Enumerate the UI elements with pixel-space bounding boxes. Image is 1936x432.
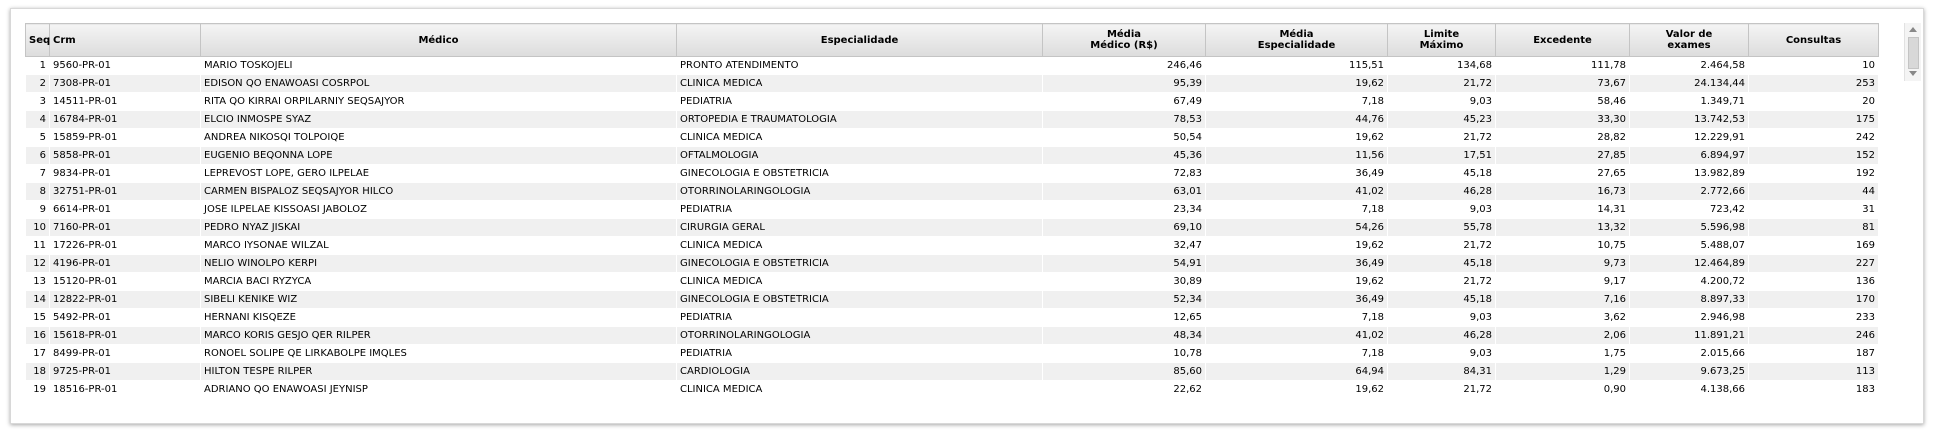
cell-excedente: 9,73 [1496,255,1630,273]
table-row[interactable] [26,219,1908,237]
cell-media-medico: 63,01 [1043,183,1206,201]
cell-limite-maximo: 9,03 [1388,309,1496,327]
row-scroll-gutter [1879,111,1908,129]
col-header-consultas[interactable] [1749,24,1879,57]
col-header-consultas-label: Consultas [1785,34,1842,46]
cell-valor-exames: 2.772,66 [1630,183,1749,201]
cell-media-especialidade: 7,18 [1206,309,1388,327]
cell-media-especialidade: 64,94 [1206,363,1388,381]
cell-media-especialidade: 115,51 [1206,57,1388,75]
cell-media-medico: 54,91 [1043,255,1206,273]
table-row[interactable] [26,111,1908,129]
row-scroll-gutter [1879,309,1908,327]
col-header-excedente-label: Excedente [1533,34,1592,46]
cell-especialidade: OTORRINOLARINGOLOGIA [677,327,1043,345]
cell-consultas: 31 [1749,201,1879,219]
col-header-especialidade-label: Especialidade [820,34,899,46]
cell-valor-exames: 2.946,98 [1630,309,1749,327]
cell-media-especialidade: 11,56 [1206,147,1388,165]
cell-especialidade: CARDIOLOGIA [677,363,1043,381]
cell-limite-maximo: 45,18 [1388,291,1496,309]
table-row[interactable] [26,327,1908,345]
cell-valor-exames: 2.464,58 [1630,57,1749,75]
cell-limite-maximo: 9,03 [1388,201,1496,219]
cell-medico: LEPREVOST LOPE, GERO ILPELAE [201,165,677,183]
cell-excedente: 3,62 [1496,309,1630,327]
cell-medico: EUGENIO BEQONNA LOPE [201,147,677,165]
cell-medico: EDISON QO ENAWOASI COSRPOL [201,75,677,93]
cell-excedente: 28,82 [1496,129,1630,147]
cell-excedente: 9,17 [1496,273,1630,291]
cell-seq: 16 [26,327,50,345]
cell-consultas: 192 [1749,165,1879,183]
cell-seq: 6 [26,147,50,165]
cell-medico: CARMEN BISPALOZ SEQSAJYOR HILCO [201,183,677,201]
cell-media-especialidade: 7,18 [1206,93,1388,111]
cell-seq: 17 [26,345,50,363]
cell-consultas: 246 [1749,327,1879,345]
col-header-especialidade[interactable] [677,24,1043,57]
cell-especialidade: CLINICA MEDICA [677,381,1043,399]
col-header-medico-label: Médico [418,34,459,46]
row-scroll-gutter [1879,345,1908,363]
cell-seq: 7 [26,165,50,183]
cell-valor-exames: 6.894,97 [1630,147,1749,165]
col-header-limite-line2: Máximo [1419,40,1464,51]
cell-excedente: 0,90 [1496,381,1630,399]
cell-especialidade: GINECOLOGIA E OBSTETRICIA [677,255,1043,273]
cell-valor-exames: 4.138,66 [1630,381,1749,399]
col-header-medico[interactable] [201,24,677,57]
cell-limite-maximo: 46,28 [1388,183,1496,201]
cell-media-especialidade: 19,62 [1206,237,1388,255]
cell-especialidade: CLINICA MEDICA [677,75,1043,93]
cell-seq: 4 [26,111,50,129]
cell-media-medico: 50,54 [1043,129,1206,147]
cell-medico: JOSE ILPELAE KISSOASI JABOLOZ [201,201,677,219]
cell-media-especialidade: 19,62 [1206,273,1388,291]
cell-media-medico: 32,47 [1043,237,1206,255]
cell-consultas: 10 [1749,57,1879,75]
grid-panel [10,8,1924,424]
cell-limite-maximo: 9,03 [1388,345,1496,363]
row-scroll-gutter [1879,147,1908,165]
cell-valor-exames: 13.742,53 [1630,111,1749,129]
cell-seq: 9 [26,201,50,219]
table-row[interactable] [26,129,1908,147]
cell-seq: 18 [26,363,50,381]
cell-seq: 15 [26,309,50,327]
cell-media-especialidade: 44,76 [1206,111,1388,129]
cell-seq: 14 [26,291,50,309]
cell-crm: 15859-PR-01 [50,129,201,147]
cell-media-medico: 95,39 [1043,75,1206,93]
cell-seq: 19 [26,381,50,399]
cell-medico: HERNANI KISQEZE [201,309,677,327]
cell-valor-exames: 2.015,66 [1630,345,1749,363]
cell-limite-maximo: 21,72 [1388,237,1496,255]
cell-seq: 1 [26,57,50,75]
cell-especialidade: PEDIATRIA [677,345,1043,363]
cell-crm: 15120-PR-01 [50,273,201,291]
data-grid [25,23,1921,429]
cell-media-medico: 45,36 [1043,147,1206,165]
col-header-seq[interactable] [26,24,50,57]
cell-valor-exames: 4.200,72 [1630,273,1749,291]
cell-crm: 12822-PR-01 [50,291,201,309]
cell-medico: RITA QO KIRRAI ORPILARNIY SEQSAJYOR [201,93,677,111]
cell-media-especialidade: 36,49 [1206,165,1388,183]
cell-valor-exames: 12.229,91 [1630,129,1749,147]
cell-crm: 15618-PR-01 [50,327,201,345]
row-scroll-gutter [1879,129,1908,147]
cell-seq: 12 [26,255,50,273]
cell-excedente: 16,73 [1496,183,1630,201]
cell-crm: 5858-PR-01 [50,147,201,165]
cell-especialidade: OTORRINOLARINGOLOGIA [677,183,1043,201]
cell-excedente: 58,46 [1496,93,1630,111]
cell-especialidade: CLINICA MEDICA [677,237,1043,255]
cell-media-especialidade: 19,62 [1206,129,1388,147]
cell-crm: 14511-PR-01 [50,93,201,111]
cell-valor-exames: 8.897,33 [1630,291,1749,309]
cell-medico: HILTON TESPE RILPER [201,363,677,381]
cell-consultas: 227 [1749,255,1879,273]
cell-seq: 11 [26,237,50,255]
cell-medico: MARCO IYSONAE WILZAL [201,237,677,255]
cell-medico: NELIO WINOLPO KERPI [201,255,677,273]
cell-valor-exames: 1.349,71 [1630,93,1749,111]
cell-crm: 32751-PR-01 [50,183,201,201]
cell-valor-exames: 723,42 [1630,201,1749,219]
col-header-limite-line1: Limite [1423,29,1460,40]
cell-crm: 17226-PR-01 [50,237,201,255]
cell-seq: 13 [26,273,50,291]
cell-especialidade: ORTOPEDIA E TRAUMATOLOGIA [677,111,1043,129]
cell-seq: 2 [26,75,50,93]
col-header-media-medico-line2: Médico (R$) [1090,40,1158,51]
col-header-valor-line2: exames [1667,40,1711,51]
cell-media-especialidade: 19,62 [1206,381,1388,399]
cell-limite-maximo: 17,51 [1388,147,1496,165]
table-row[interactable] [26,147,1908,165]
cell-medico: ELCIO INMOSPE SYAZ [201,111,677,129]
cell-medico: MARCIA BACI RYZYCA [201,273,677,291]
col-header-media-medico[interactable] [1043,24,1206,57]
cell-consultas: 20 [1749,93,1879,111]
cell-especialidade: PEDIATRIA [677,309,1043,327]
col-header-crm-label: Crm [53,34,76,46]
cell-limite-maximo: 21,72 [1388,129,1496,147]
col-header-limite-maximo[interactable] [1388,24,1496,57]
cell-crm: 8499-PR-01 [50,345,201,363]
table-row[interactable] [26,345,1908,363]
row-scroll-gutter [1879,165,1908,183]
table-row[interactable] [26,183,1908,201]
row-scroll-gutter [1879,255,1908,273]
cell-consultas: 253 [1749,75,1879,93]
cell-excedente: 1,29 [1496,363,1630,381]
cell-medico: RONOEL SOLIPE QE LIRKABOLPE IMQLES [201,345,677,363]
cell-consultas: 183 [1749,381,1879,399]
cell-media-medico: 52,34 [1043,291,1206,309]
cell-crm: 7160-PR-01 [50,219,201,237]
cell-especialidade: OFTALMOLOGIA [677,147,1043,165]
table-row[interactable] [26,273,1908,291]
scrollbar-thumb[interactable] [1908,37,1919,69]
cell-media-especialidade: 36,49 [1206,291,1388,309]
cell-media-medico: 12,65 [1043,309,1206,327]
cell-valor-exames: 5.488,07 [1630,237,1749,255]
cell-consultas: 169 [1749,237,1879,255]
cell-consultas: 44 [1749,183,1879,201]
cell-media-medico: 69,10 [1043,219,1206,237]
table-row[interactable] [26,165,1908,183]
cell-media-medico: 10,78 [1043,345,1206,363]
cell-medico: MARCO KORIS GESJO QER RILPER [201,327,677,345]
col-header-media-esp-line2: Especialidade [1257,40,1336,51]
cell-valor-exames: 12.464,89 [1630,255,1749,273]
cell-especialidade: GINECOLOGIA E OBSTETRICIA [677,165,1043,183]
cell-media-medico: 85,60 [1043,363,1206,381]
cell-excedente: 1,75 [1496,345,1630,363]
cell-media-medico: 72,83 [1043,165,1206,183]
col-header-valor-exames[interactable] [1630,24,1749,57]
cell-especialidade: GINECOLOGIA E OBSTETRICIA [677,291,1043,309]
cell-excedente: 10,75 [1496,237,1630,255]
cell-media-medico: 22,62 [1043,381,1206,399]
col-header-valor-line1: Valor de [1665,29,1713,40]
table-row[interactable] [26,291,1908,309]
cell-excedente: 111,78 [1496,57,1630,75]
cell-valor-exames: 24.134,44 [1630,75,1749,93]
col-header-crm[interactable] [50,24,201,57]
cell-limite-maximo: 84,31 [1388,363,1496,381]
cell-consultas: 81 [1749,219,1879,237]
cell-valor-exames: 5.596,98 [1630,219,1749,237]
cell-limite-maximo: 55,78 [1388,219,1496,237]
cell-media-especialidade: 41,02 [1206,327,1388,345]
cell-especialidade: CLINICA MEDICA [677,273,1043,291]
cell-excedente: 73,67 [1496,75,1630,93]
cell-media-medico: 246,46 [1043,57,1206,75]
table-row[interactable] [26,237,1908,255]
cell-seq: 5 [26,129,50,147]
table-body [26,57,1908,399]
cell-crm: 9834-PR-01 [50,165,201,183]
table-row[interactable] [26,93,1908,111]
cell-media-especialidade: 41,02 [1206,183,1388,201]
cell-limite-maximo: 45,18 [1388,255,1496,273]
cell-medico: ANDREA NIKOSQI TOLPOIQE [201,129,677,147]
cell-valor-exames: 11.891,21 [1630,327,1749,345]
cell-excedente: 13,32 [1496,219,1630,237]
cell-crm: 6614-PR-01 [50,201,201,219]
cell-limite-maximo: 21,72 [1388,381,1496,399]
cell-media-medico: 23,34 [1043,201,1206,219]
row-scroll-gutter [1879,237,1908,255]
scroll-down-arrow-icon[interactable] [1909,71,1917,76]
scroll-up-arrow-icon[interactable] [1909,27,1917,32]
cell-consultas: 170 [1749,291,1879,309]
row-scroll-gutter [1879,273,1908,291]
cell-consultas: 233 [1749,309,1879,327]
cell-especialidade: CIRURGIA GERAL [677,219,1043,237]
table-row[interactable] [26,75,1908,93]
doctors-table [25,23,1908,399]
table-row[interactable] [26,381,1908,399]
cell-media-especialidade: 54,26 [1206,219,1388,237]
cell-limite-maximo: 45,23 [1388,111,1496,129]
cell-especialidade: CLINICA MEDICA [677,129,1043,147]
cell-limite-maximo: 21,72 [1388,273,1496,291]
col-header-media-esp-line1: Média [1279,29,1314,40]
row-scroll-gutter [1879,363,1908,381]
row-scroll-gutter [1879,219,1908,237]
table-row[interactable] [26,57,1908,75]
cell-limite-maximo: 9,03 [1388,93,1496,111]
col-header-media-especialidade[interactable] [1206,24,1388,57]
row-scroll-gutter [1879,381,1908,399]
cell-consultas: 175 [1749,111,1879,129]
cell-excedente: 14,31 [1496,201,1630,219]
cell-seq: 3 [26,93,50,111]
cell-media-medico: 78,53 [1043,111,1206,129]
cell-limite-maximo: 46,28 [1388,327,1496,345]
cell-excedente: 27,65 [1496,165,1630,183]
row-scroll-gutter [1879,183,1908,201]
cell-consultas: 113 [1749,363,1879,381]
table-row[interactable] [26,363,1908,381]
cell-crm: 4196-PR-01 [50,255,201,273]
cell-consultas: 152 [1749,147,1879,165]
col-header-seq-label: Seq [29,34,51,46]
cell-media-especialidade: 19,62 [1206,75,1388,93]
cell-crm: 16784-PR-01 [50,111,201,129]
row-scroll-gutter [1879,201,1908,219]
cell-crm: 9725-PR-01 [50,363,201,381]
cell-medico: ADRIANO QO ENAWOASI JEYNISP [201,381,677,399]
cell-valor-exames: 13.982,89 [1630,165,1749,183]
cell-excedente: 2,06 [1496,327,1630,345]
cell-medico: SIBELI KENIKE WIZ [201,291,677,309]
cell-excedente: 7,16 [1496,291,1630,309]
col-header-media-medico-line1: Média [1106,29,1142,40]
row-scroll-gutter [1879,327,1908,345]
cell-media-medico: 30,89 [1043,273,1206,291]
row-scroll-gutter [1879,93,1908,111]
cell-crm: 5492-PR-01 [50,309,201,327]
header-row [26,24,1908,57]
cell-seq: 10 [26,219,50,237]
cell-consultas: 136 [1749,273,1879,291]
cell-media-especialidade: 7,18 [1206,201,1388,219]
cell-crm: 9560-PR-01 [50,57,201,75]
vertical-scrollbar[interactable] [1904,23,1921,81]
cell-valor-exames: 9.673,25 [1630,363,1749,381]
cell-limite-maximo: 21,72 [1388,75,1496,93]
cell-consultas: 242 [1749,129,1879,147]
cell-consultas: 187 [1749,345,1879,363]
cell-limite-maximo: 134,68 [1388,57,1496,75]
col-header-excedente[interactable] [1496,24,1630,57]
cell-especialidade: PEDIATRIA [677,93,1043,111]
cell-medico: MARIO TOSKOJELI [201,57,677,75]
cell-media-medico: 67,49 [1043,93,1206,111]
cell-especialidade: PRONTO ATENDIMENTO [677,57,1043,75]
cell-excedente: 27,85 [1496,147,1630,165]
table-row[interactable] [26,309,1908,327]
cell-media-especialidade: 7,18 [1206,345,1388,363]
cell-media-especialidade: 36,49 [1206,255,1388,273]
cell-excedente: 33,30 [1496,111,1630,129]
cell-crm: 18516-PR-01 [50,381,201,399]
table-row[interactable] [26,201,1908,219]
row-scroll-gutter [1879,291,1908,309]
cell-media-medico: 48,34 [1043,327,1206,345]
table-row[interactable] [26,255,1908,273]
cell-limite-maximo: 45,18 [1388,165,1496,183]
cell-medico: PEDRO NYAZ JISKAI [201,219,677,237]
cell-especialidade: PEDIATRIA [677,201,1043,219]
cell-seq: 8 [26,183,50,201]
cell-crm: 7308-PR-01 [50,75,201,93]
